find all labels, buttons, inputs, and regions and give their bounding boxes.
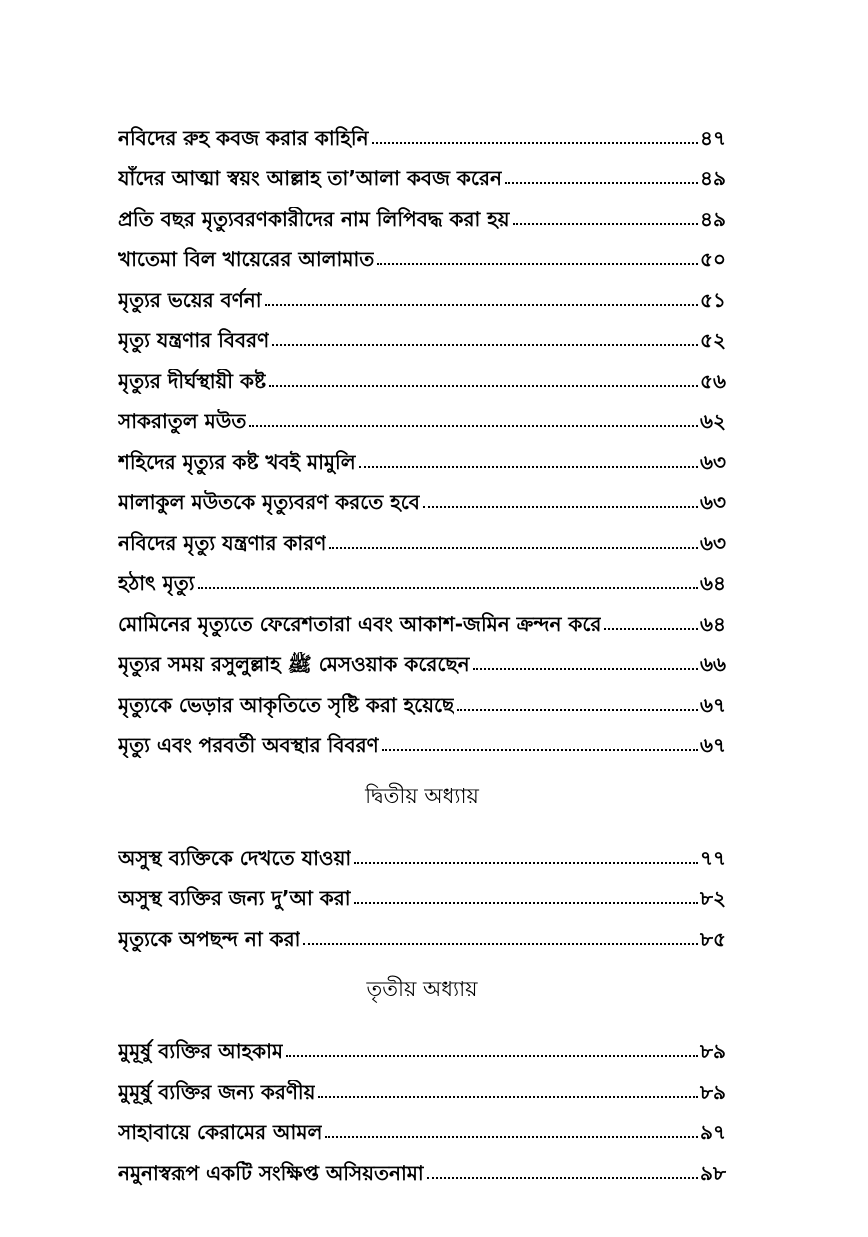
toc-entry	[118, 556, 726, 597]
toc-entry-page: ৬৩	[699, 490, 726, 514]
toc-entry-page: ৫১	[700, 287, 726, 312]
toc-entry-title: হঠাৎ মৃত্যু	[118, 571, 195, 595]
toc-entry-page: ৭৭	[699, 845, 726, 870]
toc-entry	[118, 871, 726, 912]
toc-entry	[118, 637, 726, 678]
dot-leader	[382, 749, 698, 751]
toc-entry-title: মৃত্যুর সময় রসুলুল্লাহ ﷺ মেসওয়াক করেছেন	[118, 652, 470, 676]
toc-entry-page: ৯৮	[700, 1160, 726, 1185]
toc-entry	[118, 1064, 726, 1105]
dot-leader	[457, 709, 698, 711]
toc-entry	[118, 394, 726, 435]
dot-leader	[354, 862, 698, 864]
dot-leader	[354, 902, 698, 904]
dot-leader	[272, 344, 698, 346]
toc-entry-page: ৮৫	[700, 926, 726, 951]
toc-entry-title: মুমূর্ষু ব্যক্তির আহকাম	[118, 1039, 283, 1063]
toc-entry-page: ৮৯	[700, 1039, 726, 1063]
toc-entry	[118, 475, 726, 516]
toc-entry-title: মালাকুল মউতকে মৃত্যুবরণ করতে হবে	[118, 490, 420, 514]
dot-leader	[265, 304, 699, 306]
toc-entry-page: ৫০	[700, 247, 726, 271]
toc-entry-title: অসুস্থ ব্যক্তির জন্য দু’আ করা	[118, 886, 351, 910]
toc-entry-title: শহিদের মৃত্যুর কষ্ট খবই মামুলি	[118, 449, 356, 474]
toc-entry	[118, 191, 726, 232]
toc-entry-page: ৫৬	[700, 368, 726, 393]
dot-leader	[473, 668, 698, 670]
dot-leader	[286, 1055, 698, 1057]
dot-leader	[513, 223, 698, 225]
dot-leader	[359, 466, 698, 468]
toc-entry	[118, 110, 726, 151]
toc-entry	[118, 911, 726, 952]
toc-entry-page: ৬৪	[700, 611, 726, 636]
toc-entry-title: মৃত্যু যন্ত্রণার বিবরণ	[118, 328, 270, 352]
toc-entry-page: ৬৩	[699, 530, 726, 555]
toc-entry-title: মৃত্যু এবং পরবর্তী অবস্থার বিবরণ	[118, 733, 379, 757]
dot-leader	[505, 182, 698, 184]
dot-leader	[427, 1177, 698, 1179]
toc-entry-title: যাঁদের আত্মা স্বয়ং আল্লাহ তা’আলা কবজ করেন	[118, 166, 502, 190]
toc-entry	[118, 1105, 726, 1146]
dot-leader	[372, 142, 698, 144]
dot-leader	[303, 943, 698, 945]
table-of-contents	[118, 110, 726, 1186]
toc-entry	[118, 434, 726, 475]
dot-leader	[198, 587, 698, 589]
toc-entry-title: মৃত্যুকে ভেড়ার আকৃতিতে সৃষ্টি করা হয়েছে	[118, 692, 455, 717]
dot-leader	[249, 425, 698, 427]
toc-entry-title: মৃত্যুর ভয়ের বর্ণনা	[118, 287, 262, 312]
toc-entry-page: ৮২	[700, 886, 726, 910]
toc-entry-page: ৬৬	[699, 652, 726, 676]
toc-entry	[118, 830, 726, 871]
toc-entry-page: ৪৯	[700, 206, 726, 231]
toc-entry-title: নবিদের মৃত্যু যন্ত্রণার কারণ	[118, 530, 327, 555]
toc-entry-title: খাতেমা বিল খায়েরের আলামাত	[118, 247, 375, 271]
toc-entry	[118, 718, 726, 759]
toc-entry	[118, 353, 726, 394]
toc-entry	[118, 677, 726, 718]
toc-entry-page: ৬৩	[699, 449, 726, 474]
toc-entry	[118, 232, 726, 273]
toc-entry-page: ৮৯	[700, 1079, 726, 1104]
toc-section-chapter-3	[118, 952, 726, 1186]
toc-entry	[118, 313, 726, 354]
toc-entry-page: ৯৭	[700, 1120, 726, 1144]
toc-entry-page: ৬৪	[700, 571, 726, 595]
toc-entry	[118, 1024, 726, 1065]
toc-entry-title: সাহাবায়ে কেরামের আমল	[118, 1120, 323, 1144]
toc-entry	[118, 596, 726, 637]
toc-entry	[118, 515, 726, 556]
dot-leader	[329, 547, 698, 549]
dot-leader	[423, 506, 698, 508]
dot-leader	[325, 1136, 698, 1138]
toc-entry	[118, 1145, 726, 1186]
toc-entry-page: ৪৭	[700, 125, 726, 150]
toc-entry	[118, 272, 726, 313]
toc-entry-title: মুমূর্ষু ব্যক্তির জন্য করণীয়	[118, 1079, 316, 1104]
toc-entry-title: সাকরাতুল মউত	[118, 409, 247, 433]
dot-leader	[318, 1096, 698, 1098]
toc-entry-page: ৪৯	[700, 166, 726, 190]
toc-entry-title: মৃত্যুকে অপছন্দ না করা	[118, 926, 301, 951]
toc-entry-title: নবিদের রুহ কবজ করার কাহিনি	[118, 125, 369, 150]
toc-entry-page: ৫২	[700, 328, 726, 352]
toc-entry-title: মোমিনের মৃত্যুতে ফেরেশতারা এবং আকাশ-জমিন ক্রন্দন করে	[118, 611, 602, 636]
toc-entry-title: নমুনাস্বরূপ একটি সংক্ষিপ্ত অসিয়তনামা	[118, 1160, 424, 1185]
chapter-heading: তৃতীয় অধ্যায়	[366, 977, 478, 1001]
dot-leader	[269, 385, 698, 387]
toc-entry-title: অসুস্থ ব্যক্তিকে দেখতে যাওয়া	[118, 845, 352, 870]
toc-section-chapter-2	[118, 758, 726, 952]
dot-leader	[377, 263, 698, 265]
toc-entry-page: ৬৭	[699, 733, 726, 757]
toc-entry-page: ৬৭	[699, 692, 726, 717]
toc-section-continued	[118, 110, 726, 758]
toc-entry	[118, 151, 726, 192]
chapter-heading: দ্বিতীয় অধ্যায়	[365, 783, 479, 808]
toc-entry-title: প্রতি বছর মৃত্যুবরণকারীদের নাম লিপিবদ্ধ করা হয়	[118, 206, 510, 231]
dot-leader	[604, 628, 698, 630]
toc-entry-page: ৬২	[699, 409, 726, 433]
toc-entry-title: মৃত্যুর দীর্ঘস্থায়ী কষ্ট	[118, 368, 266, 393]
